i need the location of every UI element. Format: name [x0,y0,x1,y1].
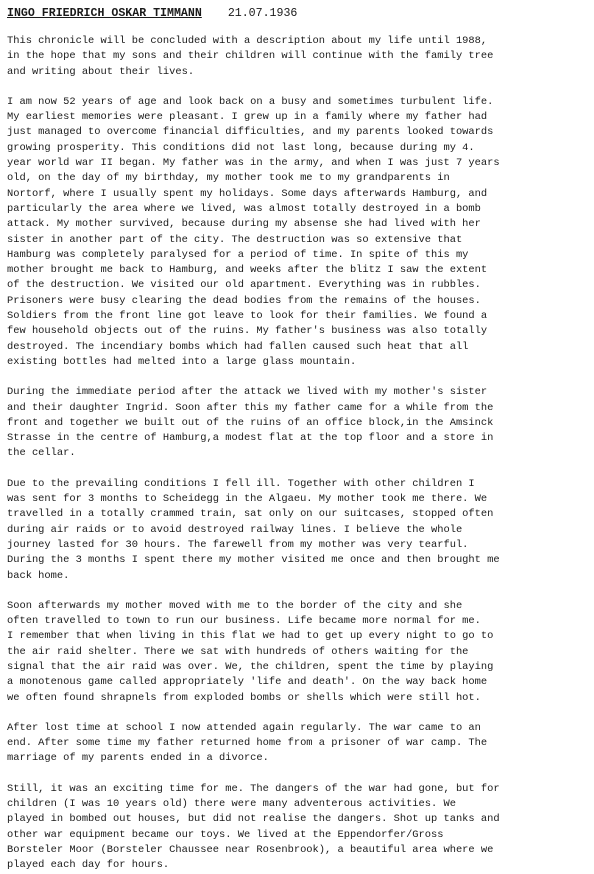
paragraph-4 [7,477,586,584]
text-line: Still, it was an exciting time for me. The dangers of the war had gone, but for [7,782,500,795]
text-line: During the 3 months I spent there my mother visited me once and then brought me [7,554,500,567]
text-line: growing prosperity. This conditions did not last long, because during my 4. [7,141,475,154]
text-line: During the immediate period after the attack we lived with my mother's sister [7,386,488,399]
text-line: Soon afterwards my mother moved with me to the border of the city and she [7,599,463,612]
text-line: often travelled to town to run our business. Life became more normal for me. [7,615,481,628]
text-line: Strasse in the centre of Hamburg,a modest flat at the top floor and a store in [7,432,494,445]
text-line: we often found shrapnels from exploded bombs or shells which were still hot. [7,691,481,704]
text-line: just managed to overcome financial difficulties, and my parents looked towards [7,126,494,139]
text-line: and writing about their lives. [7,65,195,78]
text-line: Nortorf, where I usually spent my holidays. Some days afterwards Hamburg, and [7,187,488,200]
text-line: back home. [7,569,70,582]
text-line: end. After some time my father returned home from a prisoner of war camp. The [7,737,488,750]
text-line: This chronicle will be concluded with a description about my life until 1988, [7,35,488,47]
text-line: other war equipment became our toys. We lived at the Eppendorfer/Gross [7,828,444,841]
text-line: travelled in a totally crammed train, sat only on our suitcases, stopped often [7,508,494,521]
paragraph-5 [7,599,586,706]
text-line: Borsteler Moor (Borsteler Chaussee near Rosenbrook), a beautiful area where we [7,843,494,856]
document-heading [7,6,586,22]
paragraph-3 [7,385,586,461]
text-line: Prisoners were busy clearing the dead bodies from the remains of the houses. [7,294,481,307]
text-line: marriage of my parents ended in a divorce. [7,752,269,765]
paragraph-7 [7,782,586,874]
text-line: destroyed. The incendiary bombs which had fallen caused such heat that all [7,340,469,353]
text-line: children (I was 10 years old) there were many adventerous activities. We [7,798,456,811]
text-line: played in bombed out houses, but did not realise the dangers. Shot up tanks and [7,813,500,826]
text-line: front and together we built out of the ruins of an office block,in the Amsinck [7,416,494,429]
paragraph-2 [7,95,586,370]
text-line: during air raids or to avoid destroyed railway lines. I believe the whole [7,523,463,536]
text-line: particularly the area where we lived, was almost totally destroyed in a bomb [7,202,481,215]
text-line: My earliest memories were pleasant. I grew up in a family where my father had [7,111,488,124]
birth-date: 21.07.1936 [227,7,298,20]
paragraph-1 [7,34,586,80]
text-line: year world war II began. My father was in the army, and when I was just 7 years [7,157,500,170]
text-line: in the hope that my sons and their children will continue with the family tree [7,50,494,63]
paragraph-6 [7,721,586,767]
text-line: Hamburg was completely paralysed for a period of time. In spite of this my [7,248,469,261]
text-line: existing bottles had melted into a large glass mountain. [7,355,357,368]
text-line: sister in another part of the city. The destruction was so extensive that [7,233,463,246]
text-line: a monotenous game called appropriately 'life and death'. On the way back home [7,676,488,689]
text-line: was sent for 3 months to Scheidegg in the Algaeu. My mother took me there. We [7,493,488,506]
text-line: Soldiers from the front line got leave to look for their families. We found a [7,310,488,323]
text-line: played each day for hours. [7,859,170,872]
text-line: attack. My mother survived, because during my absense she had lived with her [7,218,481,231]
author-name: INGO FRIEDRICH OSKAR TIMMANN [7,7,202,20]
text-line: I remember that when living in this flat we had to get up every night to go to [7,630,494,643]
text-line: mother brought me back to Hamburg, and weeks after the blitz I saw the extent [7,264,488,277]
text-line: the air raid shelter. There we sat with hundreds of others waiting for the [7,645,469,658]
text-line: I am now 52 years of age and look back on a busy and sometimes turbulent life. [7,95,494,108]
text-line: Due to the prevailing conditions I fell ill. Together with other children I [7,477,475,490]
text-line: the cellar. [7,447,76,460]
text-line: old, on the day of my birthday, my mother took me to my grandparents in [7,172,450,185]
text-line: few household objects out of the ruins. My father's business was also totally [7,325,488,338]
text-line: of the destruction. We visited our old apartment. Everything was in rubbles. [7,279,481,292]
text-line: signal that the air raid was over. We, the children, spent the time by playing [7,660,494,673]
text-line: journey lasted for 30 hours. The farewell from my mother was very tearful. [7,538,469,551]
text-line: and their daughter Ingrid. Soon after this my father came for a while from the [7,401,494,414]
text-line: After lost time at school I now attended again regularly. The war came to an [7,721,481,734]
